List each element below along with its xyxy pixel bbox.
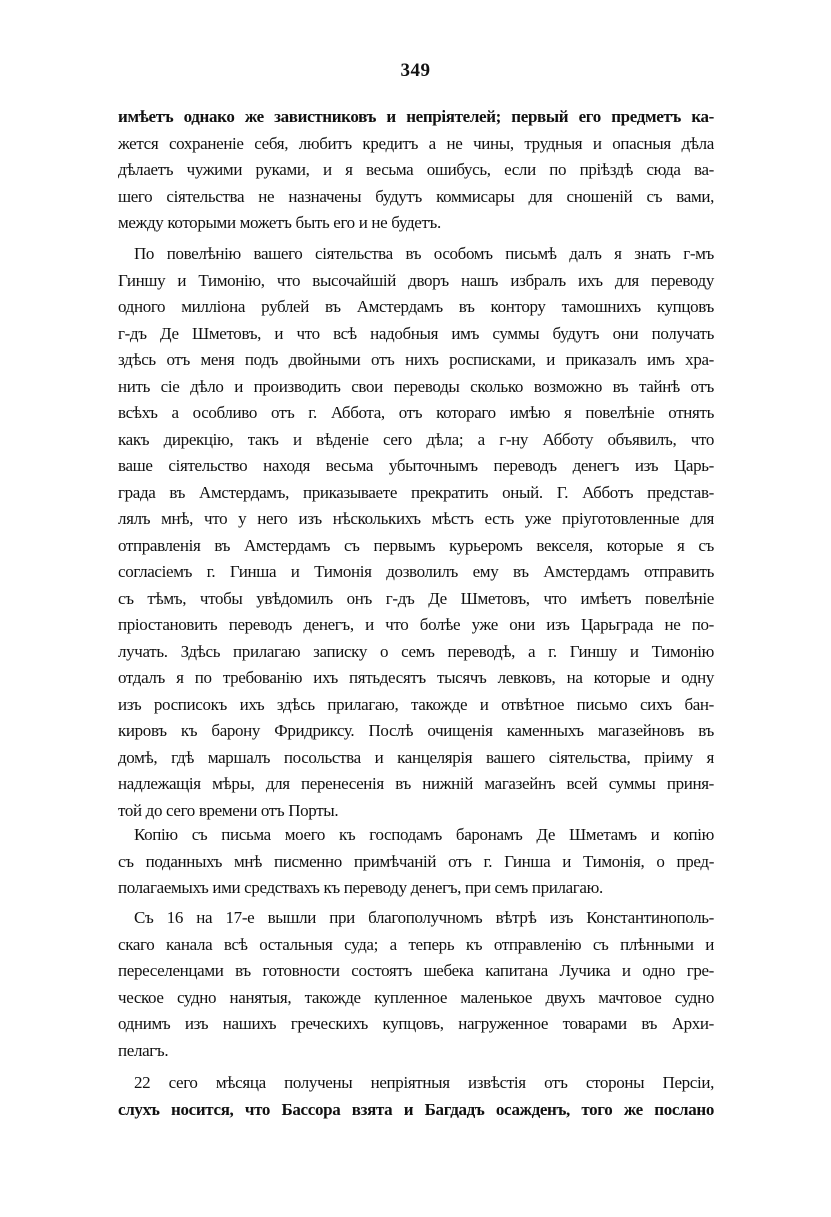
text-line: согласіемъ г. Гинша и Тимонія дозволилъ ему въ Амстердамъ отправить [118,562,714,581]
text-line: лучать. Здѣсь прилагаю записку о семъ переводѣ, а г. Гиншу и Тимонію [118,641,714,661]
text-line: ваше сіятельство находя весьма убыточнымъ переводъ денегъ изъ Царь- [118,456,714,475]
text-line: однимъ изъ нашихъ греческихъ купцовъ, нагруженное товарами въ Архи- [118,1014,714,1033]
text-line: съ поданныхъ мнѣ писменно примѣчаній отъ г. Гинша и Тимонія, о пред- [118,851,714,871]
text-line: полагаемыхъ ими средствахъ къ переводу денегъ, при семъ прилагаю. [118,878,603,897]
paragraph-1 [118,104,714,237]
text-line: По повелѣнію вашего сіятельства въ особомъ письмѣ далъ я знать г-мъ [134,244,714,263]
text-line: съ тѣмъ, чтобы увѣдомилъ онъ г-дъ Де Шметовъ, что имѣетъ повелѣніе [118,588,714,608]
text-line: отправленія въ Амстердамъ съ первымъ курьеромъ векселя, которые я съ [118,535,714,555]
text-line: той до сего времени отъ Порты. [118,800,339,820]
text-line: одного милліона рублей въ Амстердамъ въ контору тамошнихъ купцовъ [118,297,714,316]
text-line: имѣетъ однако же завистниковъ и непріятелей; первый его предметъ ка- [118,107,714,126]
paragraph-2 [118,241,714,824]
text-line: лялъ мнѣ, что у него изъ нѣсколькихъ мѣстъ есть уже пріуготовленные для [118,509,714,528]
page-number: 349 [400,60,431,81]
text-line: изъ росписокъ ихъ здѣсь прилагаю, такожде и отвѣтное письмо сихъ бан- [118,694,714,714]
text-line: здѣсь отъ меня подъ двойными отъ нихъ росписками, и приказалъ имъ хра- [118,350,714,369]
text-line: домѣ, гдѣ маршалъ посольства и канцелярія вашего сіятельства, пріиму я [118,747,714,767]
text-line: слухъ носится, что Бассора взята и Багдадъ осажденъ, того же послано [118,1099,714,1119]
paragraph-4 [118,905,714,1064]
text-line: жется сохраненіе себя, любитъ кредитъ а не чины, трудныя и опасныя дѣла [118,133,714,153]
text-line: 22 сего мѣсяца получены непріятныя извѣстія отъ стороны Персіи, [134,1073,714,1092]
text-line: шего сіятельства не назначены будутъ коммисары для сношеній съ вами, [118,186,714,206]
text-line: ческое судно нанятыя, такожде купленное маленькое двухъ мачтовое судно [118,987,714,1007]
text-line: пелагъ. [118,1040,169,1060]
text-line: дѣлаетъ чужими руками, и я весьма ошибусь, если по пріѣздѣ сюда ва- [118,160,714,179]
text-line: между которыми можетъ быть его и не будетъ. [118,213,441,232]
text-line: скаго канала всѣ остальныя суда; а теперь къ отправленію съ плѣнными и [118,934,714,954]
text-line: отдалъ я по требованію ихъ пятьдесятъ тысячъ левковъ, на которые и одну [118,668,714,687]
text-line: всѣхъ а особливо отъ г. Аббота, отъ котораго имѣю я повелѣніе отнять [118,403,714,422]
text-line: Гиншу и Тимонію, что высочайшій дворъ нашъ избралъ ихъ для переводу [118,270,714,290]
paragraph-3 [118,822,714,902]
text-line: града въ Амстердамъ, приказываете прекратить оный. Г. Абботъ представ- [118,482,714,502]
text-line: Съ 16 на 17-е вышли при благополучномъ вѣтрѣ изъ Константинополь- [134,908,714,927]
text-line: г-дъ Де Шметовъ, и что всѣ надобныя имъ суммы будутъ они получать [118,323,714,343]
text-line: надлежащія мѣры, для перенесенія въ нижній магазейнъ всей суммы приня- [118,774,714,793]
text-line: кировъ къ барону Фридриксу. Послѣ очищенія каменныхъ магазейновъ въ [118,721,714,740]
paragraph-5 [118,1070,714,1123]
text-line: Копію съ письма моего къ господамъ баронамъ Де Шметамъ и копію [134,825,714,844]
text-line: какъ дирекцію, такъ и вѣденіе сего дѣла; а г-ну Абботу объявилъ, что [118,429,714,449]
text-line: переселенцами въ готовности состоятъ шебека капитана Лучика и одно гре- [118,961,714,980]
text-line: пріостановить переводъ денегъ, и что болѣе уже они изъ Царьграда не по- [118,615,714,634]
text-line: нить сіе дѣло и производить свои переводы сколько возможно въ тайнѣ отъ [118,376,714,396]
